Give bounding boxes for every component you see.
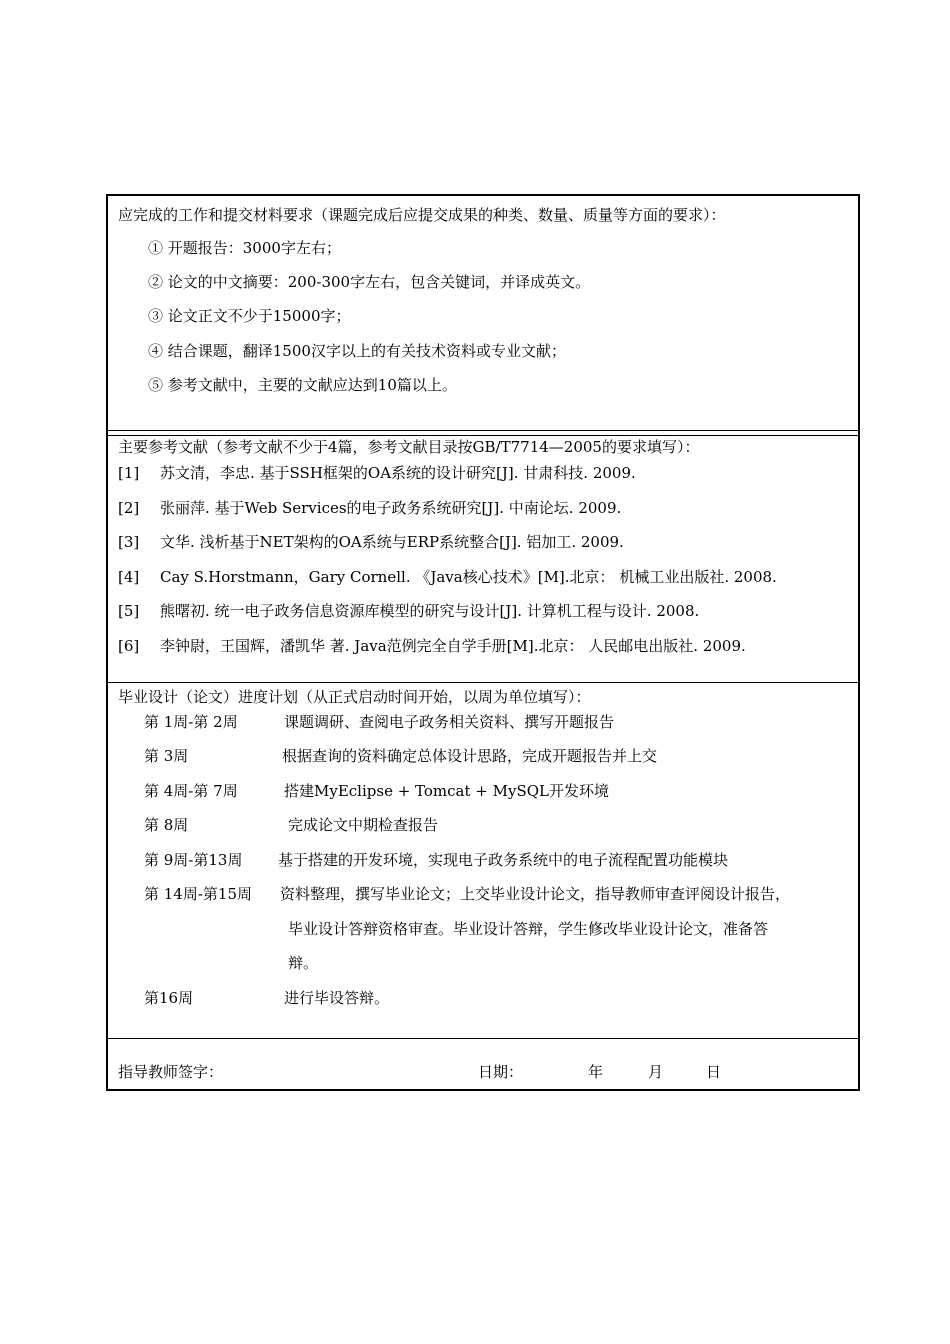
reference-text: 文华. 浅析基于NET架构的OA系统与ERP系统整合[J]. 铝加工. 2009. [160, 533, 624, 551]
schedule-task: 完成论文中期检查报告 [288, 816, 439, 834]
schedule-week: 第 3周 [144, 747, 189, 765]
reference-text: Cay S.Horstmann，Gary Cornell. 《Java核心技术》[M].北京： 机械工业出版社. 2008. [160, 568, 777, 586]
schedule-task: 根据查询的资料确定总体设计思路，完成开题报告并上交 [282, 747, 658, 765]
task-form-table [106, 194, 860, 1091]
reference-text: 熊曙初. 统一电子政务信息资源库模型的研究与设计[J]. 计算机工程与设计. 2008. [160, 602, 700, 620]
supervisor-signature-label: 指导教师签字： [118, 1063, 224, 1081]
reference-number: [4] [118, 568, 140, 586]
schedule-section [108, 682, 858, 1038]
requirement-item: ④ 结合课题，翻译1500汉字以上的有关技术资料或专业文献； [148, 342, 566, 360]
requirement-item: ① 开题报告：3000字左右； [148, 239, 341, 257]
date-label: 日期： [478, 1063, 524, 1081]
requirement-item: ⑤ 参考文献中，主要的文献应达到10篇以上。 [148, 376, 457, 394]
reference-text: 张丽萍. 基于Web Services的电子政务系统研究[J]. 中南论坛. 2009. [160, 499, 622, 517]
schedule-task: 课题调研、查阅电子政务相关资料、撰写开题报告 [284, 713, 615, 731]
schedule-week: 第 1周-第 2周 [144, 713, 238, 731]
schedule-week: 第 8周 [144, 816, 189, 834]
schedule-task: 资料整理，撰写毕业论文；上交毕业设计论文，指导教师审查评阅设计报告， [280, 885, 791, 903]
reference-text: 李钟尉，王国辉，潘凯华 著. Java范例完全自学手册[M].北京： 人民邮电出版社. 2009. [160, 637, 746, 655]
schedule-week: 第16周 [144, 989, 194, 1007]
signature-section [108, 1038, 858, 1089]
reference-number: [1] [118, 464, 140, 482]
reference-number: [5] [118, 602, 140, 620]
requirements-heading: 应完成的工作和提交材料要求（课题完成后应提交成果的种类、数量、质量等方面的要求）： [118, 206, 726, 224]
schedule-task: 进行毕设答辩。 [284, 989, 390, 1007]
schedule-week: 第 14周-第15周 [144, 885, 253, 903]
schedule-heading: 毕业设计（论文）进度计划（从正式启动时间开始，以周为单位填写）： [118, 688, 591, 706]
schedule-task: 基于搭建的开发环境，实现电子政务系统中的电子流程配置功能模块 [278, 851, 729, 869]
schedule-task-continued: 毕业设计答辩资格审查。毕业设计答辩，学生修改毕业设计论文，准备答 [288, 920, 769, 938]
schedule-task-continued: 辩。 [288, 954, 319, 972]
date-month-label: 月 [648, 1063, 664, 1081]
date-year-label: 年 [588, 1063, 604, 1081]
requirement-item: ② 论文的中文摘要：200-300字左右，包含关键词，并译成英文。 [148, 273, 591, 291]
requirement-item: ③ 论文正文不少于15000字； [148, 307, 351, 325]
date-day-label: 日 [706, 1063, 722, 1081]
reference-number: [3] [118, 533, 140, 551]
references-section [108, 436, 858, 682]
reference-number: [2] [118, 499, 140, 517]
schedule-task: 搭建MyEclipse + Tomcat + MySQL开发环境 [284, 782, 609, 800]
schedule-week: 第 4周-第 7周 [144, 782, 238, 800]
requirements-section [108, 196, 858, 431]
references-heading: 主要参考文献（参考文献不少于4篇，参考文献目录按GB/T7714—2005的要求填写）： [118, 438, 700, 456]
reference-text: 苏文清，李忠. 基于SSH框架的OA系统的设计研究[J]. 甘肃科技. 2009. [160, 464, 636, 482]
reference-number: [6] [118, 637, 140, 655]
schedule-week: 第 9周-第13周 [144, 851, 243, 869]
